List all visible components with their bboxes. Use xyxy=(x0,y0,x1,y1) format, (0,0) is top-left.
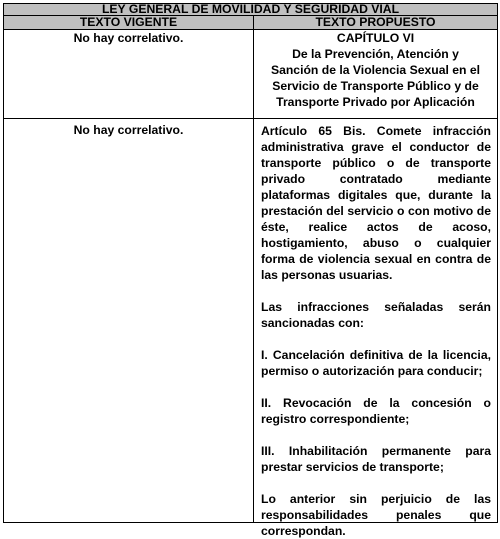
sanction-item: I. Cancelación definitiva de la licencia, permiso o autorización para conducir; xyxy=(261,348,491,378)
header-texto-propuesto: TEXTO PROPUESTO xyxy=(315,15,436,29)
sanction-item: II. Revocación de la concesión o registro correspondiente; xyxy=(261,396,491,426)
chapter-title-line: De la Prevención, Atención y xyxy=(292,47,459,61)
sanction-item: III. Inhabilitación permanente para prestar servicios de transporte; xyxy=(261,444,491,474)
chapter-title-line: Sanción de la Violencia Sexual en el xyxy=(270,63,481,77)
chapter-heading xyxy=(254,30,497,110)
article-paragraph: Artículo 65 Bis. Comete infracción administrativa grave el conductor de transporte público o de transporte privado contratado mediante plataformas digitales que, durante la prestación del servicio o con motivo de éste, realice actos de acoso, hostigamiento, abuso o cualquier forma de violencia sexual en contra de las personas usuarias. xyxy=(261,124,491,282)
header-row xyxy=(4,16,497,30)
proposed-text-cell xyxy=(254,119,497,538)
current-text-cell xyxy=(4,30,254,118)
proposed-text-cell xyxy=(254,30,497,118)
header-texto-vigente: TEXTO VIGENTE xyxy=(4,16,254,29)
law-comparison-table xyxy=(3,2,498,538)
article-text xyxy=(261,123,491,539)
no-correlative-text: No hay correlativo. xyxy=(73,31,184,45)
current-text-cell xyxy=(4,119,254,522)
table-title: LEY GENERAL DE MOVILIDAD Y SEGURIDAD VIAL xyxy=(4,4,497,16)
table-row xyxy=(4,119,497,538)
table-row xyxy=(4,30,497,119)
chapter-title-line: Transporte Privado por Aplicación xyxy=(276,95,475,109)
no-correlative-text: No hay correlativo. xyxy=(73,123,184,137)
article-paragraph: Las infracciones señaladas serán sancionadas con: xyxy=(261,300,491,330)
chapter-number: CAPÍTULO VI xyxy=(336,31,415,45)
chapter-title-line: Servicio de Transporte Público y de xyxy=(272,79,479,93)
article-paragraph: Lo anterior sin perjuicio de las responsabilidades penales que correspondan. xyxy=(261,492,491,538)
